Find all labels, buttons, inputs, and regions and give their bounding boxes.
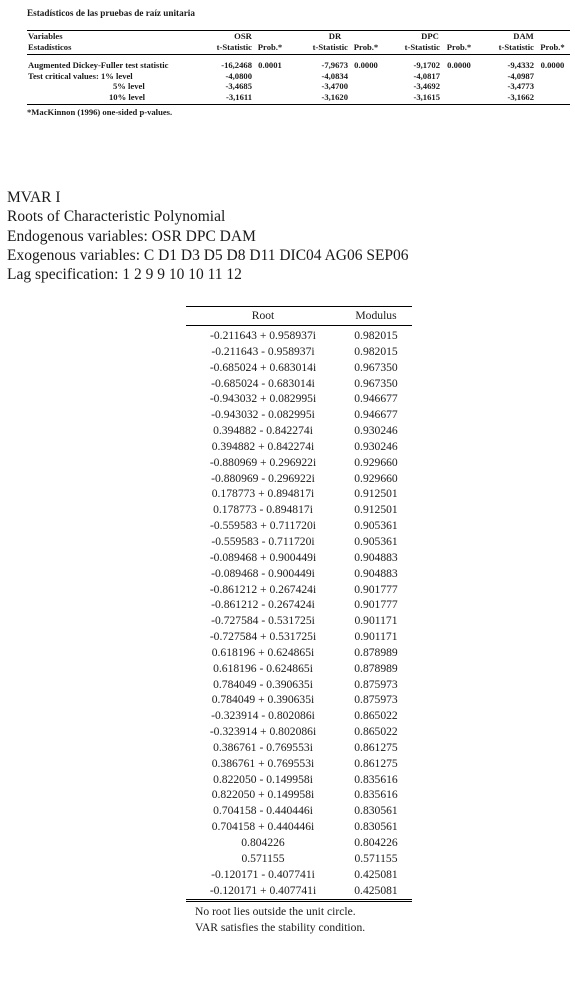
root-row bbox=[186, 423, 412, 439]
root-value: 0.386761 - 0.769553i bbox=[213, 740, 313, 754]
root-row bbox=[186, 629, 412, 645]
modulus-value: 0.982015 bbox=[354, 344, 398, 358]
critical-value: -3,1662 bbox=[477, 92, 535, 105]
root-value: 0.822050 - 0.149958i bbox=[213, 772, 313, 786]
roots-header-row bbox=[186, 307, 412, 326]
critical-value: -4,0834 bbox=[321, 70, 348, 81]
critical-value-row bbox=[27, 81, 570, 92]
stats-header-label: Estadísticos bbox=[27, 42, 199, 55]
modulus-value: 0.865022 bbox=[354, 725, 398, 739]
modulus-value: 0.904883 bbox=[354, 550, 398, 564]
modulus-value: 0.878989 bbox=[354, 645, 398, 659]
root-row bbox=[186, 883, 412, 901]
root-value: -0.559583 - 0.711720i bbox=[211, 534, 315, 548]
lag-specification: Lag specification: 1 2 9 9 10 10 11 12 bbox=[7, 266, 242, 284]
root-value: -0.120171 + 0.407741i bbox=[186, 883, 340, 901]
root-value: 0.784049 + 0.390635i bbox=[211, 693, 315, 707]
root-row bbox=[186, 407, 412, 423]
root-row bbox=[186, 756, 412, 772]
root-row bbox=[186, 344, 412, 360]
modulus-value: 0.905361 bbox=[354, 534, 398, 548]
root-row bbox=[186, 724, 412, 740]
root-value: -0.323914 - 0.802086i bbox=[211, 709, 315, 723]
variable-header: DR bbox=[287, 31, 383, 42]
critical-value: -4,0987 bbox=[507, 70, 534, 81]
root-value: -0.120171 - 0.407741i bbox=[211, 867, 315, 881]
modulus-value: 0.905361 bbox=[354, 519, 398, 533]
modulus-value: 0.930246 bbox=[354, 424, 398, 438]
t-stat-header: t-Statistic bbox=[199, 42, 253, 55]
modulus-value: 0.929660 bbox=[354, 455, 398, 469]
root-value: 0.784049 - 0.390635i bbox=[213, 677, 313, 691]
root-row bbox=[186, 360, 412, 376]
root-value: -0.089468 + 0.900449i bbox=[209, 550, 317, 564]
root-row bbox=[186, 486, 412, 502]
t-stat-header: t-Statistic bbox=[287, 42, 349, 55]
prob-header: Prob.* bbox=[441, 42, 477, 55]
prob-header: Prob.* bbox=[349, 42, 383, 55]
modulus-value: 0.878989 bbox=[354, 661, 398, 675]
roots-table-section bbox=[186, 306, 412, 936]
var-description bbox=[7, 188, 409, 284]
root-value: -0.861212 + 0.267424i bbox=[209, 582, 317, 596]
root-row bbox=[186, 582, 412, 598]
root-row bbox=[186, 597, 412, 613]
root-row bbox=[186, 708, 412, 724]
modulus-value: 0.930246 bbox=[354, 439, 398, 453]
root-value: -0.943032 - 0.082995i bbox=[211, 408, 315, 422]
prob-value: 0.0000 bbox=[354, 60, 378, 70]
modulus-value: 0.901171 bbox=[354, 630, 398, 644]
root-row bbox=[186, 740, 412, 756]
root-value: 0.178773 - 0.894817i bbox=[213, 503, 313, 517]
root-row bbox=[186, 534, 412, 550]
modulus-value: 0.830561 bbox=[354, 820, 398, 834]
modulus-value: 0.967350 bbox=[354, 360, 398, 374]
root-row bbox=[186, 819, 412, 835]
root-value: 0.618196 + 0.624865i bbox=[211, 645, 315, 659]
root-value: -0.861212 - 0.267424i bbox=[211, 598, 315, 612]
critical-value: -3,4685 bbox=[225, 81, 252, 91]
root-value: -0.211643 - 0.958937i bbox=[211, 344, 315, 358]
root-value: -0.685024 - 0.683014i bbox=[211, 376, 315, 390]
modulus-value: 0.425081 bbox=[340, 883, 412, 901]
root-value: 0.822050 + 0.149958i bbox=[211, 788, 315, 802]
root-row bbox=[186, 772, 412, 788]
t-stat-value: -9,1702 bbox=[413, 60, 440, 70]
critical-value: -3,4692 bbox=[413, 81, 440, 91]
t-stat-value: -7,9673 bbox=[321, 60, 348, 70]
prob-header: Prob.* bbox=[535, 42, 570, 55]
root-value: 0.618196 - 0.624865i bbox=[213, 661, 313, 675]
root-value: 0.704158 - 0.440446i bbox=[213, 804, 313, 818]
modulus-value: 0.901171 bbox=[354, 614, 398, 628]
unit-root-table bbox=[27, 30, 570, 105]
root-value: -0.880969 + 0.296922i bbox=[209, 455, 317, 469]
t-stat-header: t-Statistic bbox=[383, 42, 441, 55]
modulus-value: 0.830561 bbox=[354, 804, 398, 818]
root-value: -0.880969 - 0.296922i bbox=[211, 471, 315, 485]
modulus-value: 0.861275 bbox=[354, 740, 398, 754]
modulus-value: 0.901777 bbox=[354, 582, 398, 596]
stability-notes bbox=[186, 904, 412, 936]
modulus-value: 0.904883 bbox=[354, 566, 398, 580]
model-name: MVAR I bbox=[7, 189, 61, 206]
modulus-value: 0.982015 bbox=[354, 329, 398, 342]
prob-value: 0.0000 bbox=[540, 60, 565, 70]
modulus-value: 0.425081 bbox=[354, 867, 398, 881]
modulus-value: 0.804226 bbox=[354, 836, 398, 849]
root-value: 0.571155 bbox=[241, 851, 285, 865]
root-value: 0.178773 + 0.894817i bbox=[211, 487, 315, 501]
critical-value-row bbox=[27, 71, 570, 82]
adf-row bbox=[27, 60, 570, 71]
root-value: -0.727584 - 0.531725i bbox=[211, 614, 315, 628]
prob-value: 0.0001 bbox=[258, 60, 282, 70]
root-row bbox=[186, 692, 412, 708]
root-row bbox=[186, 391, 412, 407]
adf-label: Augmented Dickey-Fuller test statistic bbox=[28, 60, 169, 70]
root-row bbox=[186, 661, 412, 677]
root-value: 0.394882 + 0.842274i bbox=[211, 439, 315, 453]
roots-table-body bbox=[186, 326, 412, 901]
critical-value: -4,0817 bbox=[413, 70, 440, 81]
root-row bbox=[186, 455, 412, 471]
mackinnon-footnote: *MacKinnon (1996) one-sided p-values. bbox=[27, 107, 173, 117]
variable-header: OSR bbox=[199, 31, 287, 42]
variables-header-label: Variables bbox=[27, 31, 199, 42]
root-value: 0.386761 + 0.769553i bbox=[211, 756, 315, 770]
stability-condition-note: VAR satisfies the stability condition. bbox=[195, 921, 366, 935]
prob-header: Prob.* bbox=[253, 42, 287, 55]
modulus-value: 0.835616 bbox=[354, 772, 398, 786]
critical-value: -3,1615 bbox=[383, 92, 441, 105]
root-value: -0.943032 + 0.082995i bbox=[209, 392, 317, 406]
variables-header-row bbox=[27, 31, 570, 42]
root-value: 0.804226 bbox=[241, 836, 285, 849]
critical-value-row bbox=[27, 92, 570, 105]
root-row bbox=[186, 835, 412, 851]
root-value: -0.211643 + 0.958937i bbox=[210, 329, 316, 342]
root-row bbox=[186, 550, 412, 566]
modulus-value: 0.967350 bbox=[354, 376, 398, 390]
root-value: -0.685024 + 0.683014i bbox=[209, 360, 317, 374]
modulus-value: 0.835616 bbox=[354, 788, 398, 802]
modulus-value: 0.946677 bbox=[354, 408, 398, 422]
root-row bbox=[186, 502, 412, 518]
modulus-value: 0.901777 bbox=[354, 598, 398, 612]
unit-root-title: Estadísticos de las pruebas de raíz unitaria bbox=[27, 8, 195, 18]
root-row bbox=[186, 376, 412, 392]
t-stat-value: -16,2468 bbox=[221, 60, 252, 70]
prob-value: 0.0000 bbox=[447, 60, 471, 70]
critical-value: -4,0800 bbox=[225, 70, 252, 81]
critical-label: 10% level bbox=[27, 92, 199, 105]
critical-label: Test critical values: 1% level bbox=[28, 70, 133, 81]
modulus-column-header: Modulus bbox=[340, 307, 412, 326]
root-row bbox=[186, 787, 412, 803]
root-value: -0.089468 - 0.900449i bbox=[211, 566, 315, 580]
endogenous-variables: Endogenous variables: OSR DPC DAM bbox=[7, 227, 256, 245]
root-row bbox=[186, 803, 412, 819]
critical-label: 5% level bbox=[113, 81, 145, 91]
modulus-value: 0.865022 bbox=[354, 709, 398, 723]
roots-title: Roots of Characteristic Polynomial bbox=[7, 208, 226, 226]
modulus-value: 0.946677 bbox=[354, 392, 398, 406]
modulus-value: 0.912501 bbox=[354, 503, 398, 517]
critical-value: -3,4773 bbox=[507, 81, 534, 91]
root-row bbox=[186, 439, 412, 455]
root-row bbox=[186, 613, 412, 629]
root-row bbox=[186, 645, 412, 661]
critical-value: -3,1620 bbox=[287, 92, 349, 105]
root-row bbox=[186, 677, 412, 693]
roots-table bbox=[186, 306, 412, 902]
modulus-value: 0.861275 bbox=[354, 756, 398, 770]
root-value: -0.727584 + 0.531725i bbox=[209, 630, 317, 644]
modulus-value: 0.875973 bbox=[354, 677, 398, 691]
root-row bbox=[186, 566, 412, 582]
root-value: -0.559583 + 0.711720i bbox=[210, 519, 316, 533]
critical-value: -3,1611 bbox=[199, 92, 253, 105]
modulus-value: 0.929660 bbox=[354, 471, 398, 485]
root-value: 0.394882 - 0.842274i bbox=[213, 424, 313, 438]
root-value: 0.704158 + 0.440446i bbox=[211, 820, 315, 834]
root-value: -0.323914 + 0.802086i bbox=[209, 725, 317, 739]
t-stat-value: -9,4332 bbox=[507, 60, 534, 70]
root-row bbox=[186, 851, 412, 867]
root-row bbox=[186, 867, 412, 883]
root-row bbox=[186, 326, 412, 344]
root-row bbox=[186, 471, 412, 487]
root-row bbox=[186, 518, 412, 534]
t-stat-header: t-Statistic bbox=[477, 42, 535, 55]
variable-header: DAM bbox=[477, 31, 570, 42]
modulus-value: 0.875973 bbox=[354, 693, 398, 707]
modulus-value: 0.912501 bbox=[354, 487, 398, 501]
modulus-value: 0.571155 bbox=[354, 851, 398, 865]
stats-header-row bbox=[27, 42, 570, 55]
root-column-header: Root bbox=[186, 307, 340, 326]
variable-header: DPC bbox=[383, 31, 477, 42]
unit-root-table-section bbox=[27, 8, 570, 118]
unit-circle-note: No root lies outside the unit circle. bbox=[195, 905, 356, 919]
critical-value: -3,4700 bbox=[321, 81, 348, 91]
exogenous-variables: Exogenous variables: C D1 D3 D5 D8 D11 DIC04 AG06 SEP06 bbox=[7, 246, 409, 264]
